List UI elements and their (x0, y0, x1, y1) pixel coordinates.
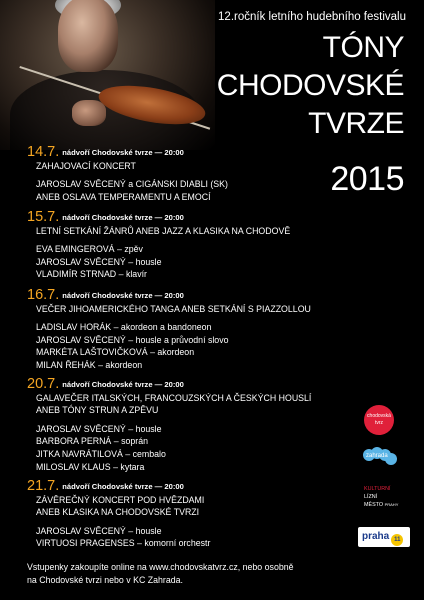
performer-name: ANEB OSLAVA TEMPERAMENTU A EMOCÍ (36, 191, 211, 202)
performer-name: JAROSLAV SVĚCENÝ (36, 423, 126, 434)
ticket-info (27, 561, 294, 586)
performer (36, 537, 210, 550)
performer-role: – zpěv (114, 244, 143, 255)
performer (36, 359, 311, 372)
title-line-1: TÓNY (322, 31, 404, 64)
performer (36, 321, 311, 334)
performer-name: VLADIMÍR STRNAD (36, 269, 117, 280)
performer-role: – housle a průvodní slovo (125, 334, 229, 345)
performer-name: JAROSLAV SVĚCENÝ a CIGÁNSKI DIABLI (SK) (36, 179, 228, 190)
concert-venue: nádvoří Chodovské tvrze — 20:00 (62, 291, 184, 300)
kulturni-mesto-logo: KULTURNÍ LÍZNÍ MĚSTO PRAHY (364, 486, 399, 508)
concert-venue: nádvoří Chodovské tvrze — 20:00 (62, 148, 184, 157)
performer (36, 448, 311, 461)
performer-name: EVA EMINGEROVÁ (36, 244, 115, 255)
praha-11-logo: praha 11 (358, 527, 410, 547)
performer-role: – akordeon (147, 347, 195, 358)
concert-venue: nádvoří Chodovské tvrze — 20:00 (62, 380, 184, 389)
performer (36, 525, 210, 538)
concert-date-row (27, 289, 311, 303)
festival-subtitle: 12.ročník letního hudebního festivalu (218, 11, 406, 23)
concert-entry (27, 480, 210, 550)
performer-role: – cembalo (122, 448, 166, 459)
performer-role: – housle (125, 256, 162, 267)
performer-name: BARBORA PERNÁ (36, 436, 112, 447)
concert-date: 16.7. (27, 287, 60, 303)
performer-name: MARKÉTA LAŠTOVIČKOVÁ (36, 347, 148, 358)
concert-entry (27, 211, 290, 281)
performer (36, 435, 311, 448)
concert-title: ANEB TÓNY STRUN A ZPĚVU (36, 405, 159, 416)
performer (36, 334, 311, 347)
performer (36, 191, 228, 204)
performer (36, 461, 311, 474)
performer-role: – housle (125, 423, 162, 434)
performer-name: JAROSLAV SVĚCENÝ (36, 334, 126, 345)
concert-title: VEČER JIHOAMERICKÉHO TANGA ANEB SETKÁNÍ S PIAZZOLLOU (36, 303, 311, 314)
performer-name: MILOSLAV KLAUS (36, 461, 111, 472)
concert-date-row (27, 378, 311, 392)
concert-entry (27, 289, 311, 372)
performer (36, 178, 228, 191)
performer-role: – akordeon (95, 359, 143, 370)
concert-entry (27, 378, 311, 473)
ticket-info-line: Vstupenky zakoupíte online na www.chodovskatvrz.cz, nebo osobně (27, 562, 294, 572)
concert-date-row (27, 480, 210, 494)
performer-role: – kytara (110, 461, 145, 472)
concert-venue: nádvoří Chodovské tvrze — 20:00 (62, 213, 184, 222)
performer-role: – housle (125, 525, 162, 536)
performer (36, 423, 311, 436)
performer-role: – komorní orchestr (134, 538, 211, 549)
performer (36, 346, 311, 359)
festival-year: 2015 (330, 160, 404, 198)
concert-venue: nádvoří Chodovské tvrze — 20:00 (62, 482, 184, 491)
title-line-3: TVRZE (308, 107, 404, 140)
performer-name: LADISLAV HORÁK (36, 322, 112, 333)
concert-date: 20.7. (27, 376, 60, 392)
concert-title: GALAVEČER ITALSKÝCH, FRANCOUZSKÝCH A ČESKÝCH HOUSLÍ (36, 392, 312, 403)
concert-date-row (27, 146, 228, 160)
chodovska-tvrz-logo: chodovská tvrz (364, 405, 394, 435)
title-line-2: CHODOVSKÉ (216, 69, 404, 102)
performer-role: – soprán (111, 436, 148, 447)
performer-name: MILAN ŘEHÁK (36, 359, 96, 370)
performer-name: JAROSLAV SVĚCENÝ (36, 525, 126, 536)
concert-entry (27, 146, 228, 203)
performer (36, 243, 290, 256)
concert-date-row (27, 211, 290, 225)
performer (36, 268, 290, 281)
performer-role: – akordeon a bandoneon (111, 322, 212, 333)
performer-role: – klavír (116, 269, 147, 280)
performer-name: JITKA NAVRÁTILOVÁ (36, 448, 123, 459)
performer-name: JAROSLAV SVĚCENÝ (36, 256, 126, 267)
performer-name: VIRTUOSI PRAGENSES (36, 538, 135, 549)
concert-title: LETNÍ SETKÁNÍ ŽÁNRŮ ANEB JAZZ A KLASIKA NA CHODOVĚ (36, 225, 291, 236)
violinist-photo (0, 0, 215, 150)
concert-title: ZAHAJOVACÍ KONCERT (36, 160, 136, 171)
performer (36, 256, 290, 269)
concert-date: 21.7. (27, 478, 60, 494)
concert-title: ZÁVĚREČNÝ KONCERT POD HVĚZDAMI (36, 494, 205, 505)
zahrada-logo: zahrada (363, 447, 397, 469)
ticket-info-line: na Chodovské tvrzi nebo v KC Zahrada. (27, 574, 183, 585)
concert-title: ANEB KLASIKA NA CHODOVSKÉ TVRZI (36, 507, 200, 518)
concert-date: 14.7. (27, 144, 60, 160)
concert-date: 15.7. (27, 209, 60, 225)
